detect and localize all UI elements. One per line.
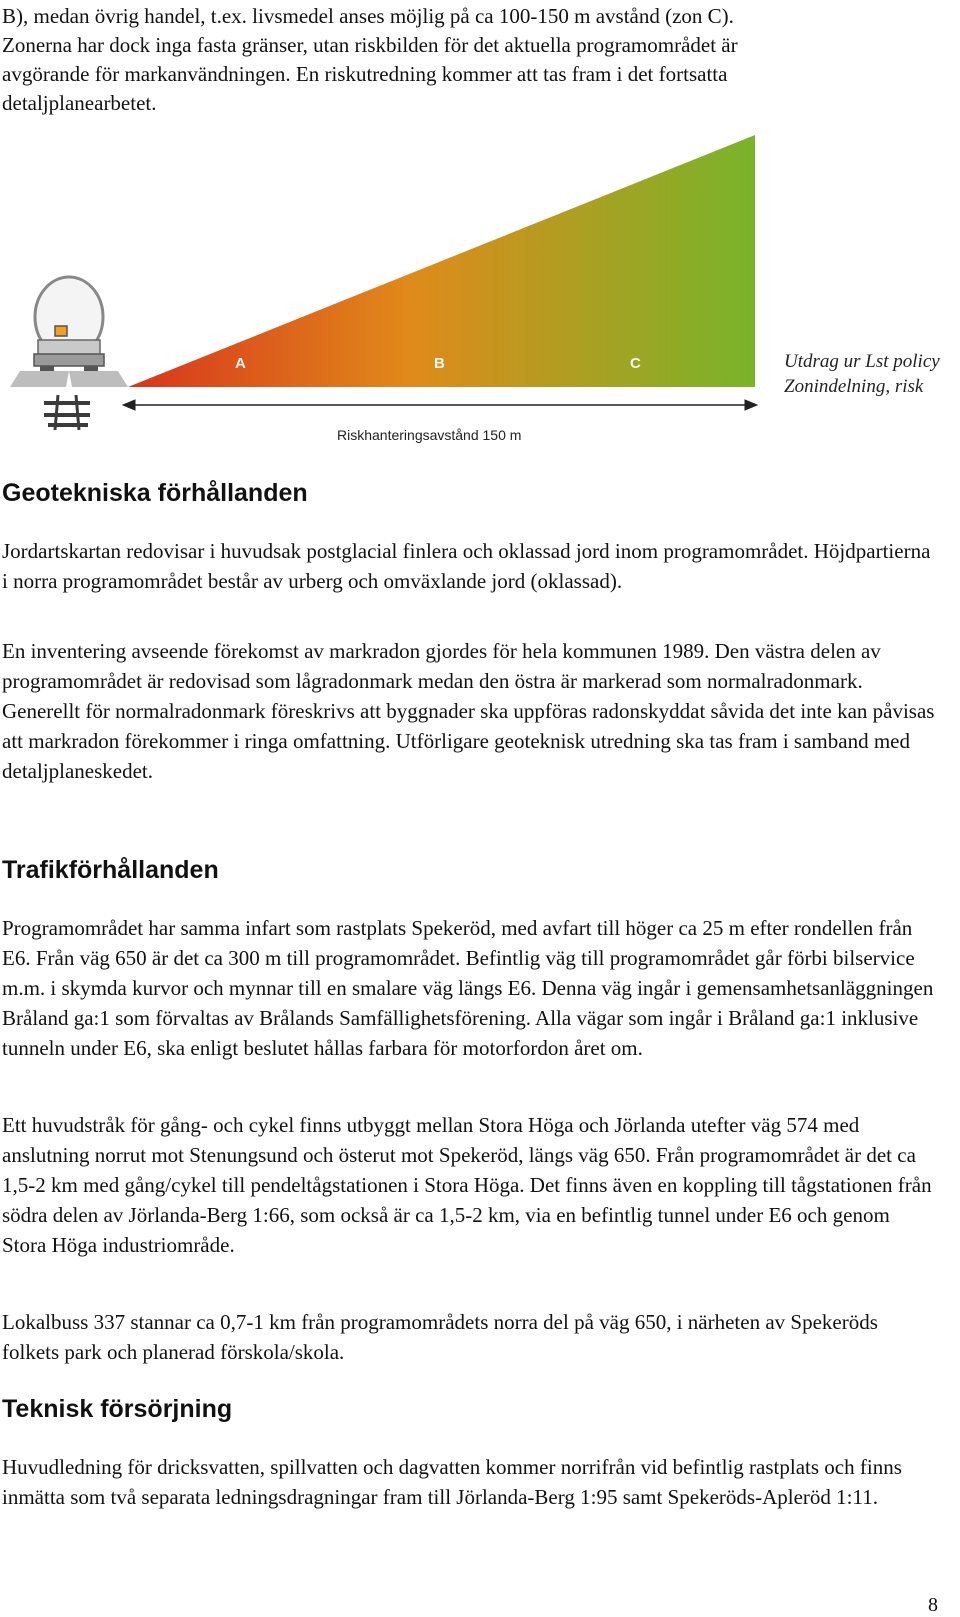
tanker-wagon-icon xyxy=(10,277,128,387)
intro-line-2: Zonerna har dock inga fasta gränser, utan riskbilden för det aktuella programområdet är xyxy=(2,33,738,57)
traffic-heading: Trafikförhållanden xyxy=(2,856,219,884)
figure-caption-line-2: Zonindelning, risk xyxy=(784,376,924,397)
risk-gradient-triangle xyxy=(128,135,755,387)
zone-label-c: C xyxy=(630,355,641,372)
geo-heading: Geotekniska förhållanden xyxy=(2,479,308,507)
geo-paragraph-2: En inventering avseende förekomst av markradon gjordes för hela kommunen 1989. Den västra delen av programområdet är redovisad som lågradonmark medan den östra är markerad som normalradonmark. Generellt för normalradonmark föreskrivs att byggnader ska uppföras radonskyddat såvida det inte kan påvisas att markradon förekommer i ringa omfattning. Utförligare geoteknisk utredning ska tas fram i samband med detaljplaneskedet. xyxy=(2,639,935,783)
traffic-paragraph-3: Lokalbuss 337 stannar ca 0,7-1 km från programområdets norra del på väg 650, i närheten av Spekeröds folkets park och planerad förskola/skola. xyxy=(2,1310,878,1364)
page-number: 8 xyxy=(928,1594,938,1616)
distance-label: Riskhanteringsavstånd 150 m xyxy=(337,427,522,443)
zone-label-a: A xyxy=(235,355,246,372)
geo-paragraph-1: Jordartskartan redovisar i huvudsak postglacial finlera och oklassad jord inom programområdet. Höjdpartierna i norra programområdet består av urberg och omväxlande jord (oklassad). xyxy=(2,539,931,593)
railroad-track-icon xyxy=(44,395,90,430)
zone-label-b: B xyxy=(434,355,445,372)
figure-caption-line-1: Utdrag ur Lst policy xyxy=(784,351,940,372)
tech-paragraph-1: Huvudledning för dricksvatten, spillvatten och dagvatten kommer norrifrån vid befintlig rastplats och finns inmätta som två separata ledningsdragningar fram till Jörlanda-Berg 1:95 samt Spekeröds-Apleröd 1:11. xyxy=(2,1455,902,1509)
risk-zone-figure xyxy=(0,125,770,445)
intro-line-1: B), medan övrig handel, t.ex. livsmedel anses möjlig på ca 100-150 m avstånd (zon C). xyxy=(2,4,734,28)
intro-line-3: avgörande för markanvändningen. En riskutredning kommer att tas fram i det fortsatta xyxy=(2,62,728,86)
distance-arrow xyxy=(123,400,757,410)
traffic-paragraph-1: Programområdet har samma infart som rastplats Spekeröd, med avfart till höger ca 25 m efter rondellen från E6. Från väg 650 är det ca 300 m till programområdet. Befintlig väg till programområdet går förbi bilservice m.m. i skymda kurvor och mynnar till en smalare väg längs E6. Denna väg ingår i gemensamhetsanläggningen Bråland ga:1 som förvaltas av Brålands Samfällighetsförening. Alla vägar som ingår i Bråland ga:1 inklusive tunneln under E6, ska enligt beslutet hållas farbara för motorfordon året om. xyxy=(2,916,934,1060)
tech-heading: Teknisk försörjning xyxy=(2,1395,233,1423)
intro-line-4: detaljplanearbetet. xyxy=(2,91,157,115)
traffic-paragraph-2: Ett huvudstråk för gång- och cykel finns utbyggt mellan Stora Höga och Jörlanda utefter väg 574 med anslutning norrut mot Stenungsund och österut mot Spekeröd, längs väg 650. Från programområdet är det ca 1,5-2 km med gång/cykel till pendeltågstationen i Stora Höga. Det finns även en koppling till tågstationen från södra delen av Jörlanda-Berg 1:66, som också är ca 1,5-2 km, via en befintlig tunnel under E6 och genom Stora Höga industriområde. xyxy=(2,1113,932,1257)
